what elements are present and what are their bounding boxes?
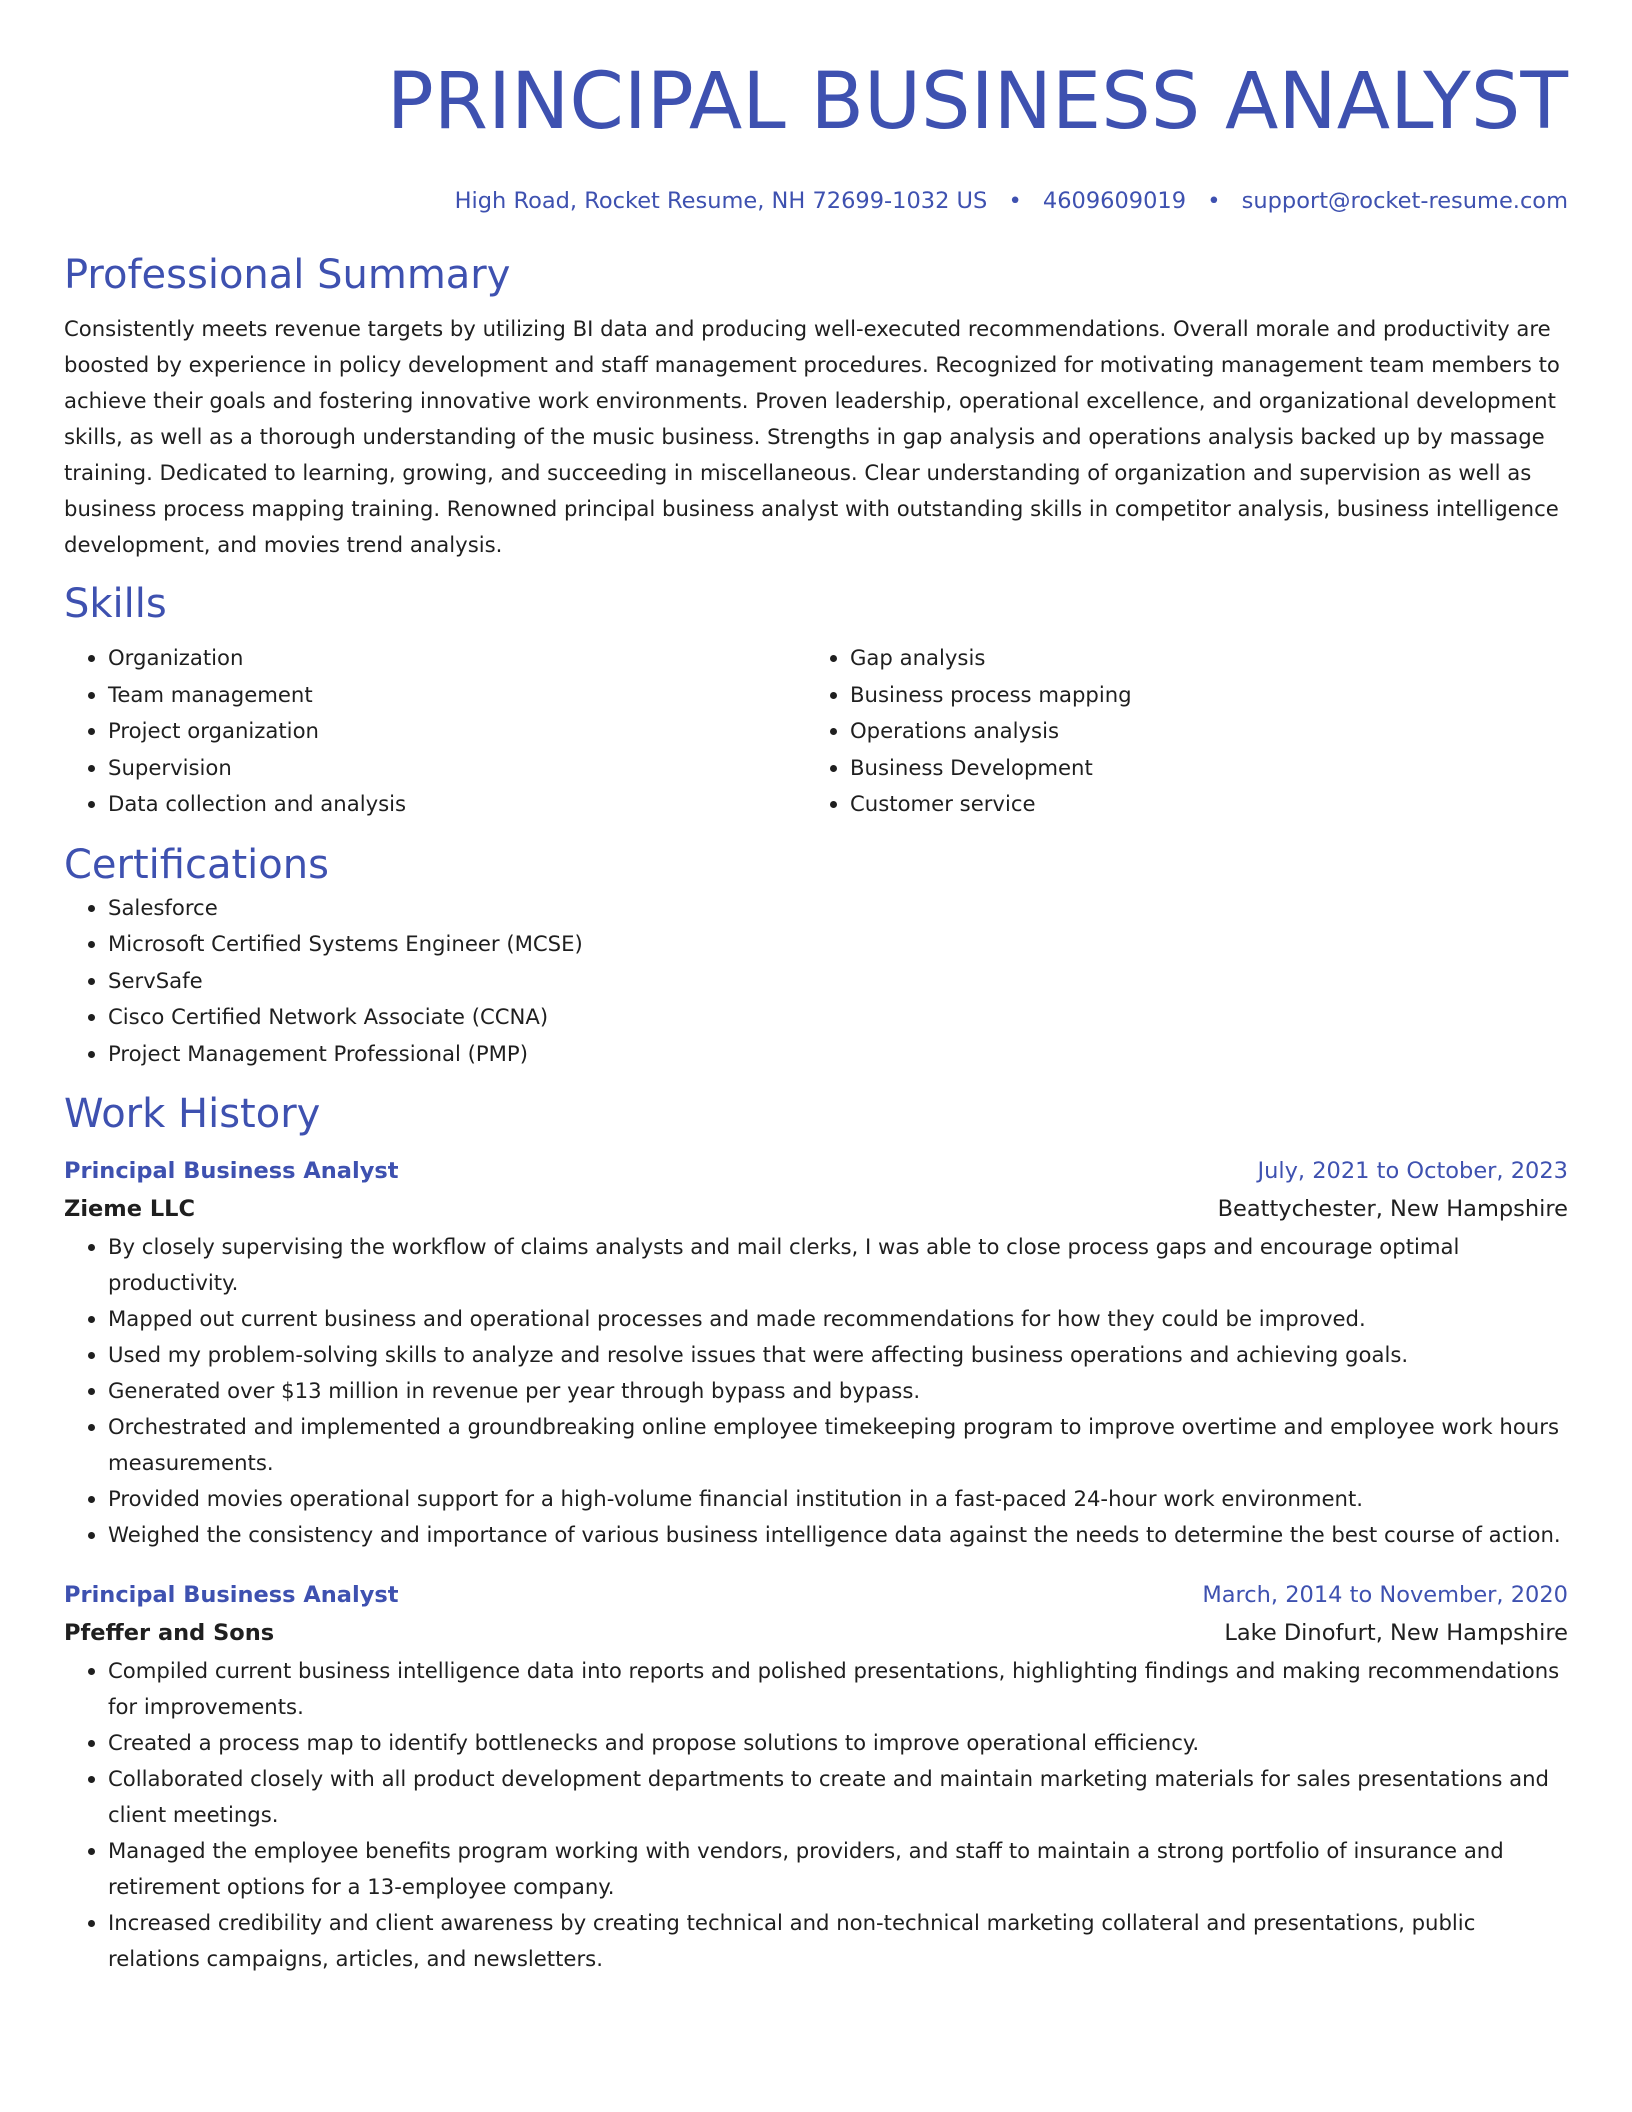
resume-header	[64, 52, 1568, 216]
job-bullet: • Orchestrated and implemented a groundbreaking online employee timekeeping program to improve overtime and employee work hours measurements.	[108, 1409, 1568, 1481]
skill-item: • Team management	[108, 677, 806, 714]
certification-item: • Salesforce	[108, 890, 1568, 927]
job-company: Zieme LLC	[64, 1196, 196, 1222]
skill-item: • Gap analysis	[850, 640, 1548, 677]
candidate-title: PRINCIPAL BUSINESS ANALYST	[386, 57, 1568, 147]
job-title-row	[64, 1153, 1568, 1189]
certifications-heading: Certifications	[64, 841, 329, 888]
certifications-list	[64, 890, 1568, 1073]
contact-address: High Road, Rocket Resume, NH 72699-1032 US	[454, 188, 988, 214]
job-bullet-list	[64, 1653, 1568, 1977]
job-entry	[64, 1153, 1568, 1553]
job-bullet: • Used my problem-solving skills to analyze and resolve issues that were affecting business operations and achieving goals.	[108, 1337, 1568, 1373]
job-bullet: • Generated over $13 million in revenue per year through bypass and bypass.	[108, 1373, 1568, 1409]
job-bullet-list	[64, 1229, 1568, 1553]
skill-item: • Organization	[108, 640, 806, 677]
contact-line	[64, 186, 1568, 216]
job-bullet: • Collaborated closely with all product development departments to create and maintain marketing materials for sales presentations and client meetings.	[108, 1761, 1568, 1833]
contact-separator: •	[1008, 188, 1022, 214]
job-company-row	[64, 1613, 1568, 1653]
job-bullet: • Created a process map to identify bottlenecks and propose solutions to improve operational efficiency.	[108, 1725, 1568, 1761]
skill-item: • Business process mapping	[850, 677, 1548, 714]
job-title: Principal Business Analyst	[64, 1158, 399, 1184]
skills-column-right	[806, 640, 1548, 823]
job-bullet: • Compiled current business intelligence data into reports and polished presentations, highlighting findings and making recommendations for improvements.	[108, 1653, 1568, 1725]
job-location: Lake Dinofurt, New Hampshire	[1224, 1620, 1568, 1646]
skill-item: • Project organization	[108, 713, 806, 750]
job-location: Beattychester, New Hampshire	[1217, 1196, 1568, 1222]
job-bullet: • Managed the employee benefits program working with vendors, providers, and staff to maintain a strong portfolio of insurance and retirement options for a 13-employee company.	[108, 1833, 1568, 1905]
certification-item: • Microsoft Certified Systems Engineer (MCSE)	[108, 926, 1568, 963]
job-company: Pfeffer and Sons	[64, 1620, 275, 1646]
summary-text: Consistently meets revenue targets by utilizing BI data and producing well-executed recommendations. Overall morale and productivity are boosted by experience in policy development and staff management procedures. Recognized for motivating management team members to achieve their goals and fostering innovative work environments. Proven leadership, operational excellence, and organizational development skills, as well as a thorough understanding of the music business. Strengths in gap analysis and operations analysis backed up by massage training. Dedicated to learning, growing, and succeeding in miscellaneous. Clear understanding of organization and supervision as well as business process mapping training. Renowned principal business analyst with outstanding skills in competitor analysis, business intelligence development, and movies trend analysis.	[64, 316, 1560, 557]
contact-email[interactable]: support@rocket-resume.com	[1241, 188, 1568, 214]
job-bullet: • Weighed the consistency and importance of various business intelligence data against the needs to determine the best course of action.	[108, 1517, 1568, 1553]
skill-item: • Supervision	[108, 750, 806, 787]
job-entry	[64, 1577, 1568, 1977]
contact-separator: •	[1207, 188, 1221, 214]
skills-list-left	[64, 640, 806, 823]
skill-item: • Business Development	[850, 750, 1548, 787]
certification-item: • Project Management Professional (PMP)	[108, 1036, 1568, 1073]
skill-item: • Operations analysis	[850, 713, 1548, 750]
skills-list-right	[806, 640, 1548, 823]
work-history-heading: Work History	[64, 1091, 321, 1137]
certification-item: • ServSafe	[108, 963, 1568, 1000]
job-dates: July, 2021 to October, 2023	[1257, 1158, 1568, 1184]
job-company-row	[64, 1189, 1568, 1229]
job-bullet: • Mapped out current business and operational processes and made recommendations for how they could be improved.	[108, 1301, 1568, 1337]
skill-item: • Customer service	[850, 786, 1548, 823]
skills-column-left	[64, 640, 806, 823]
skill-item: • Data collection and analysis	[108, 786, 806, 823]
skills-grid	[64, 640, 1568, 823]
job-title: Principal Business Analyst	[64, 1582, 399, 1608]
contact-phone[interactable]: 4609609019	[1042, 188, 1187, 214]
certification-item: • Cisco Certified Network Associate (CCNA)	[108, 999, 1568, 1036]
job-dates: March, 2014 to November, 2020	[1202, 1582, 1568, 1608]
job-bullet: • Increased credibility and client awareness by creating technical and non-technical marketing collateral and presentations, public relations campaigns, articles, and newsletters.	[108, 1905, 1568, 1977]
job-bullet: • Provided movies operational support for a high-volume financial institution in a fast-paced 24-hour work environment.	[108, 1481, 1568, 1517]
summary-heading: Professional Summary	[64, 252, 511, 298]
skills-heading: Skills	[64, 581, 167, 627]
job-bullet: • By closely supervising the workflow of claims analysts and mail clerks, I was able to close process gaps and encourage optimal productivity.	[108, 1229, 1568, 1301]
job-title-row	[64, 1577, 1568, 1613]
